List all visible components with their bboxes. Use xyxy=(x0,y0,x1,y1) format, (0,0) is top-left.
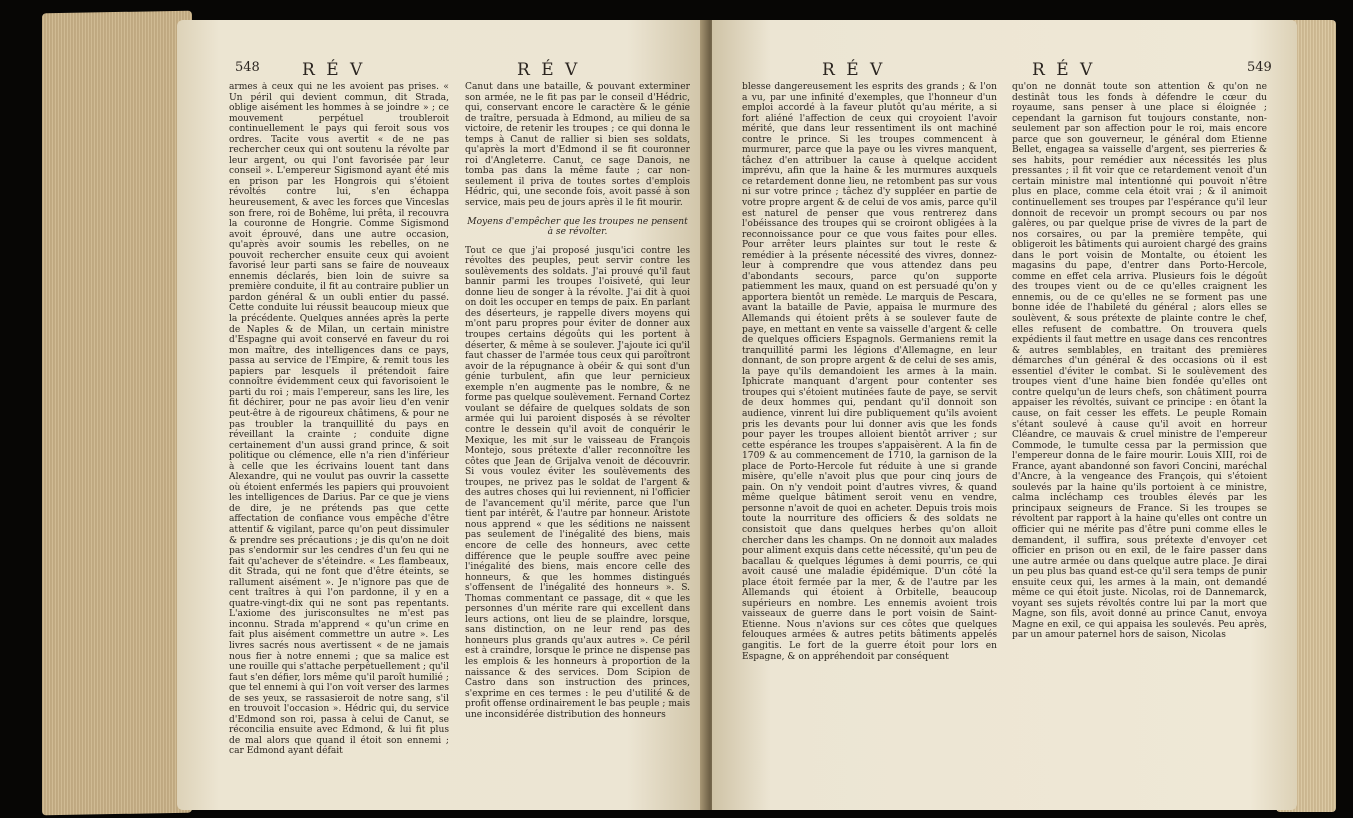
left-column-2-rest: Tout ce que j'ai proposé jusqu'ici contre les révoltes des peuples, peut servir contre les soulèvements des soldats. J'ai prouvé qu'il faut bannir parmi les troupes l'oisiveté, qui leur donne lieu de songer à la révolte. J'ai dit à quoi on doit les occuper en temps de paix. En parlant des déserteurs, je rappelle divers moyens qui m'ont paru propres pour éviter de donner aux troupes certains dégoûts qui les portent à déserter, & même à se soulever. J'ajoute ici qu'il faut chasser de l'armée tous ceux qui paroîtront avoir de la répugnance à obéir & qui sont d'un génie turbulent, afin que leur pernicieux exemple n'en augmente pas le nombre, & ne forme pas quelque soulèvement. Fernand Cortez voulant se défaire de quelques soldats de son armée qui lui paroient disposés à se révolter contre le dessein qu'il avoit de conquérir le Mexique, les mit sur le vaisseau de François Montejo, sous prétexte d'aller reconnoître les côtes que Jean de Grijalva venoit de découvrir. Si vous voulez éviter les soulèvements des troupes, ne privez pas le soldat de l'argent & des autres choses qui lui reviennent, ni l'officier de l'avancement qu'il mérite, parce que l'un tient par intérêt, & l'autre par honneur. Aristote nous apprend « que les séditions ne naissent pas seulement de l'inégalité des biens, mais encore de celle des honneurs, avec cette différence que le peuple souffre avec peine l'inégalité des biens, mais encore celle des honneurs, & que les hommes distingués s'offensent de l'inégalité des honneurs ». S. Thomas commentant ce passage, dit « que les personnes d'un mérite rare qui excellent dans leurs actions, ont lieu de se plaindre, lorsque, sans distinction, on ne leur rend pas des honneurs plus grands qu'aux autres ». Ce péril est à craindre, lorsque le prince ne dispense pas les emplois & les honneurs à proportion de la naissance & des services. Dom Scipion de Castro dans son instruction des princes, s'exprime en ces termes : le peu d'utilité & de profit offense ordinairement le bas peuple ; mais une inconsidérée distribution des honneurs xyxy=(465,245,690,720)
right-column-2-text: qu'on ne donnât toute son attention & qu'on ne destinât tous les fonds à défendre le cœur du royaume, sans penser à une place si éloignée ; cependant la garnison fut toujours constante, non-seulement par son affection pour le roi, mais encore parce que son gouverneur, le général dom Etienne Bellet, engagea sa vaisselle d'argent, ses pierreries & ses habits, pour remédier aux nécessités les plus pressantes ; il fit voir que ce retardement venoit d'un certain ministre mal intentionné qui pouvoit n'être plus en place, comme cela étoit vrai ; & il animoit continuellement ses troupes par l'espérance qu'il leur donnoit de recevoir un prompt secours ou par nos galères, ou par quelque prise de vivres de la part de nos corsaires, ou par la première tempête, qui obligeroit les bâtiments qui auroient chargé des grains dans le port voisin de Montalte, ou étoient les magasins du pape, d'entrer dans Porto-Hercole, comme en effet cela arriva. Plusieurs fois le dégoût des troupes vient ou de ce qu'elles craignent les ennemis, ou de ce qu'elles ne se forment pas une bonne idée de l'habileté du général ; alors elles se soulèvent, & sous prétexte de plainte contre le chef, elles refusent de combattre. On trouvera quels expédients il faut mettre en usage dans ces rencontres & autres semblables, en traitant des premières démarches d'un général & des occasions où il est essentiel d'éviter le combat. Si le soulèvement des troupes vient d'une haine bien fondée qu'elles ont contre quelqu'un de leurs chefs, son châtiment pourra appaiser les révoltés, suivant ce principe : en ôtant la cause, on fait cesser les effets. Le peuple Romain s'étant soulevé à cause qu'il avoit en horreur Cléandre, ce mauvais & cruel ministre de l'empereur Commode, le tumulte cessa par la permission que l'empereur donna de le faire mourir. Louis XIII, roi de France, ayant abandonné son favori Concini, maréchal d'Ancre, à la vengeance des François, qui s'étoient soulevés par la haine qu'ils portoient à ce ministre, calma incléchamp ces troubles élevés par les principaux seigneurs de France. Si les troupes se révoltent par rapport à la haine qu'elles ont contre un officier qui ne mérite pas d'être puni comme elles le demandent, il suffira, sous prétexte d'envoyer cet officier en prison ou en exil, de le faire passer dans une autre armée ou dans quelque autre place. Je dirai un peu plus bas quand est-ce qu'il sera temps de punir ensuite ceux qui, les armes à la main, ont demandé même ce qui étoit juste. Nicolas, roi de Dannemarck, voyant ses sujets révoltés contre lui par la mort que Magne, son fils, avoit donné au prince Canut, envoya Magne en exil, ce qui appaisa les soulevés. Peu après, par un amour paternel hors de saison, Nicolas xyxy=(1012,82,1267,641)
left-running-head-1: R É V xyxy=(302,60,366,80)
right-running-head: R É V xyxy=(822,60,886,80)
right-page-number: 549 xyxy=(1247,60,1272,75)
left-column-2 xyxy=(465,82,690,802)
right-column-1 xyxy=(742,82,997,802)
right-column-2 xyxy=(1012,82,1267,802)
right-column-1-text: blesse dangereusement les esprits des grands ; & l'on a vu, par une infinité d'exemples, que l'honneur d'un emploi accordé à la faveur plutôt qu'au mérite, a si fort aliéné l'affection de ceux qui croyoient l'avoir mérité, que dans leur ressentiment ils ont machiné contre le prince. Si les troupes commencent à murmurer, parce que la paye ou les vivres manquent, tâchez d'en attribuer la cause à quelque accident imprévu, afin que la haine & les murmures auxquels ce retardement donne lieu, ne retombent pas sur vous ni sur votre prince ; tâchez d'y suppléer en partie de votre propre argent & de celui de vos amis, parce qu'il est naturel de penser que vous rentrerez dans l'obéissance des troupes qui se croiront obligées à la reconnoissance pour ce que vous faites pour elles. Pour arrêter leurs plaintes sur tout le reste & remédier à la présente nécessité des vivres, donnez-leur à comprendre que vous attendez dans peu d'abondants secours, parce qu'on supporte patiemment les maux, quand on est persuadé qu'on y apportera bientôt un remède. Le marquis de Pescara, avant la bataille de Pavie, appaisa le murmure des Allemands qui étoient prêts à se soulever faute de paye, en mettant en vente sa vaisselle d'argent & celle de quelques officiers Espagnols. Germaniens remit la tranquillité parmi les légions d'Allemagne, en leur donnant, de son propre argent & de celui de ses amis, la paye qu'ils demandoient les armes à la main. Iphicrate manquant d'argent pour contenter ses troupes qui s'étoient mutinées faute de paye, se servit de deux hommes qui, pendant qu'il donnoit son audience, vinrent lui dire publiquement qu'ils avoient pris les devants pour lui donner avis que les fonds pour payer les troupes alloient bientôt arriver ; sur cette espérance les troupes s'appaisèrent. A la fin de 1709 & au commencement de 1710, la garnison de la place de Porto-Hercole fut réduite à une si grande misère, qu'elle n'avoit plus que pour cinq jours de pain. On n'y vendoit point d'autres vivres, & quand même quelque bâtiment seroit venu en vendre, personne n'avoit de quoi en acheter. Depuis trois mois toute la nourriture des officiers & des soldats ne consistoit que dans quelques herbes qu'on alloit chercher dans les champs. On ne donnoit aux malades pour aliment exquis dans cette nécessité, qu'un peu de bacallau & quelques légumes à demi pourris, ce qui avoit causé une maladie épidémique. D'un côté la place étoit fermée par la mer, & de l'autre par les Allemands qui étoient à Orbitelle, beaucoup supérieurs en nombre. Les ennemis avoient trois vaisseaux de guerre dans le port voisin de Saint-Etienne. Nous n'avions sur ces côtes que quelques felouques armées & autres petits bâtiments appelés gangitis. Le fort de la guerre étoit pour lors en Espagne, & on appréhendoit par conséquent xyxy=(742,82,997,662)
left-page-edges xyxy=(42,11,192,816)
left-running-head-2: R É V xyxy=(517,60,581,80)
right-page xyxy=(712,20,1297,810)
left-page xyxy=(177,20,707,810)
section-heading: Moyens d'empêcher que les troupes ne pensent à se révolter. xyxy=(467,216,688,238)
book xyxy=(12,6,1342,814)
left-column-1 xyxy=(229,82,449,802)
right-running-head-2: R É V xyxy=(1032,60,1096,80)
left-column-1-text: armes à ceux qui ne les avoient pas prises. « Un péril qui devient commun, dit Strada, oblige aisément les hommes à se joindre » ; ce mouvement perpétuel troubleroit continuellement le pays qui feroit sous vos ordres. Tacite vous avertit « de ne pas rechercher ceux qui ont soutenu la révolte par leur argent, ou qui l'ont favorisée par leur conseil ». L'empereur Sigismond ayant été mis en prison par les Hongrois qui s'étoient révoltés contre lui, s'en échappa heureusement, & avec les forces que Vinceslas son frere, roi de Bohême, lui prêta, il recouvra la couronne de Hongrie. Comme Sigismond avoit éprouvé, dans une autre occasion, qu'après avoir soumis les rebelles, on ne pouvoit rechercher ensuite ceux qui avoient favorisé leur parti sans se faire de nouveaux ennemis déclarés, bien loin de suivre sa première conduite, il fit au contraire publier un pardon général & un oubli entier du passé. Cette conduite lui réussit beaucoup mieux que la précédente. Quelques années après la perte de Naples & de Milan, un certain ministre d'Espagne qui avoit conservé en faveur du roi mon maître, des intelligences dans ce pays, passa au service de l'Empire, & remit tous les papiers par lesquels il prétendoit faire connoître évidemment ceux qui favorisoient le parti du roi ; mais l'empereur, sans les lire, les fit déchirer, pour ne pas avoir lieu d'en venir peut-être à de rigoureux châtimens, & pour ne pas troubler la tranquillité du pays en réveillant la crainte ; conduite digne certainement d'un aussi grand prince, & soit politique ou clémence, elle n'a rien d'inférieur à celle que les écrivains louent tant dans Alexandre, qui ne voulut pas ouvrir la cassette où étoient enfermés les papiers qui prouvoient les intelligences de Darius. Par ce que je viens de dire, je ne prétends pas que cette affectation de confiance vous empêche d'être attentif & vigilant, parce qu'on peut dissimuler & prendre ses précautions ; je dis qu'on ne doit pas s'endormir sur les cendres d'un feu qui ne fait qu'achever de s'éteindre. « Les flambeaux, dit Strada, qui ne font que d'être éteints, se rallument aisément ». Je n'ignore pas que de cent traîtres à qui l'on pardonne, il y en a quatre-vingt-dix qui ne sont pas repentants. L'axiome des jurisconsultes ne m'est pas inconnu. Strada m'apprend « qu'un crime en fait plus aisément commettre un autre ». Les livres sacrés nous avertissent « de ne jamais nous fier à notre ennemi ; que sa malice est une rouille qui s'attache perpétuellement ; qu'il faut s'en défier, lors même qu'il paroît humilié ; que tel ennemi à qui l'on voit verser des larmes de ses yeux, se rassasieroit de notre sang, s'il en trouvoit l'occasion ». Hédric qui, du service d'Edmond son roi, passa à celui de Canut, se réconcilia ensuite avec Edmond, & lui fit plus de mal alors que quand il étoit son ennemi ; car Edmond ayant défait xyxy=(229,82,449,757)
left-column-2-text: Canut dans une bataille, & pouvant exterminer son armée, ne le fit pas par le conseil d'Hédric, qui, conservant encore le caractère & le génie de traître, persuada à Edmond, au milieu de sa victoire, de retenir les troupes ; ce qui donna le temps à Canut de rallier si bien ses soldats, qu'après la mort d'Edmond il se fit couronner roi d'Angleterre. Canut, ce sage Danois, ne tomba pas dans la même faute ; car non-seulement il priva de toutes sortes d'emplois Hédric, qui, une seconde fois, avoit passé à son service, mais peu de jours après il le fit mourir. xyxy=(465,82,690,209)
left-page-number: 548 xyxy=(235,60,260,75)
